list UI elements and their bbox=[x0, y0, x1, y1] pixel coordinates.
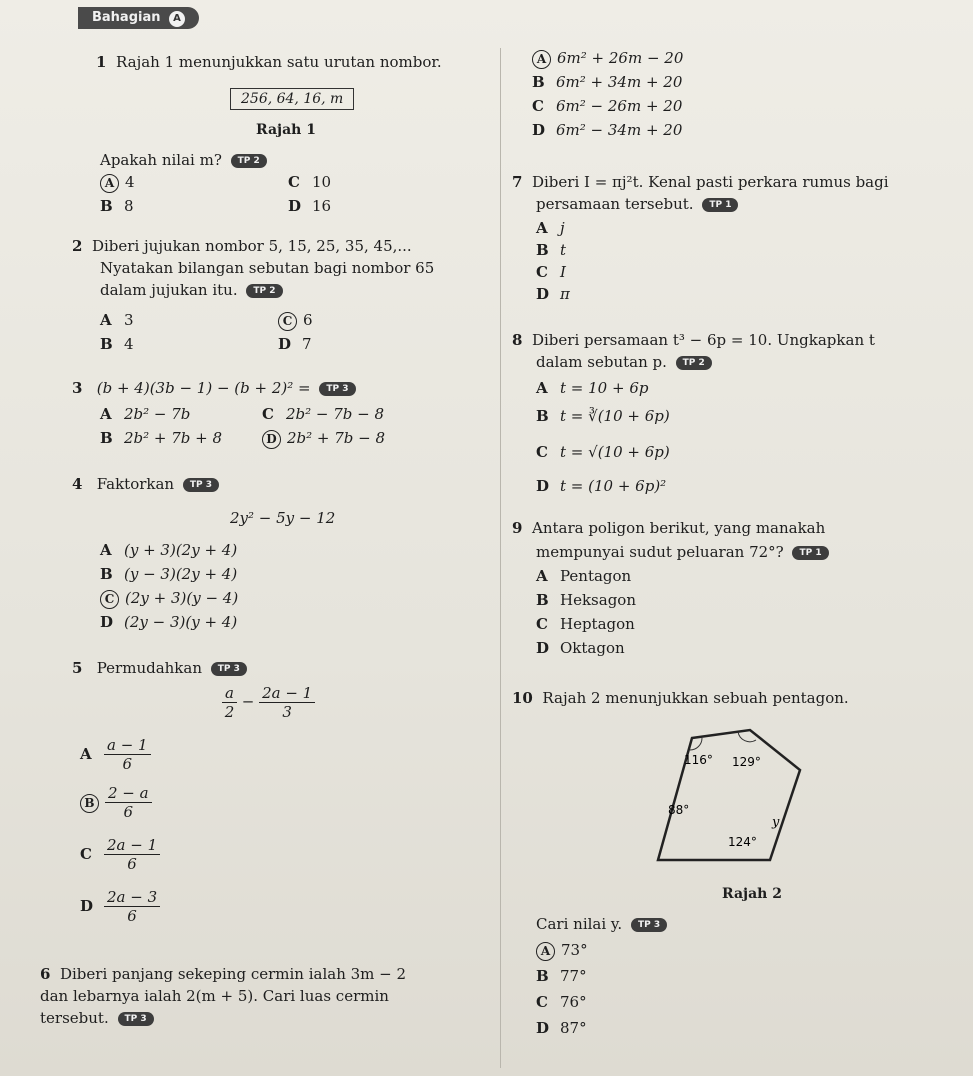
option-b[interactable] bbox=[536, 966, 587, 986]
option-b[interactable] bbox=[536, 590, 636, 610]
question-text-line bbox=[100, 280, 283, 300]
question-text-line bbox=[536, 194, 738, 214]
numerator: 2a − 3 bbox=[104, 888, 160, 907]
denominator: 6 bbox=[122, 755, 133, 773]
angle-label: 88° bbox=[668, 803, 690, 817]
option-b[interactable] bbox=[532, 72, 682, 92]
question-7 bbox=[512, 172, 889, 192]
fraction bbox=[259, 684, 315, 721]
option-text: 6 bbox=[303, 311, 313, 329]
option-letter: D bbox=[80, 896, 94, 915]
denominator: 6 bbox=[127, 855, 137, 873]
question-number: 9 bbox=[512, 519, 523, 537]
question-text: Cari nilai y. bbox=[536, 915, 623, 933]
option-text: 4 bbox=[125, 173, 135, 191]
option-letter: A bbox=[536, 219, 548, 237]
option-letter: D bbox=[278, 335, 292, 353]
question-text: Permudahkan bbox=[96, 659, 202, 677]
option-letter: C bbox=[536, 615, 548, 633]
option-letter: C bbox=[536, 263, 548, 281]
option-b[interactable] bbox=[536, 240, 566, 260]
question-3 bbox=[72, 378, 356, 398]
question-expression: (b + 4)(3b − 1) − (b + 2)² = bbox=[96, 379, 311, 397]
factor-expression: 2y² − 5y − 12 bbox=[230, 509, 336, 527]
option-a[interactable] bbox=[100, 172, 135, 193]
option-text: π bbox=[560, 285, 570, 303]
denominator: 3 bbox=[282, 703, 292, 721]
sequence-text: 256, 64, 16, m bbox=[241, 91, 344, 107]
numerator: 2a − 1 bbox=[104, 836, 160, 855]
tp-badge: TP 1 bbox=[792, 546, 828, 560]
option-d[interactable] bbox=[288, 196, 331, 216]
option-b[interactable] bbox=[536, 406, 670, 426]
option-text: (y + 3)(2y + 4) bbox=[124, 541, 238, 559]
option-text: 4 bbox=[124, 335, 134, 353]
option-a[interactable] bbox=[100, 540, 237, 560]
question-text: Diberi persamaan t³ − 6p = 10. Ungkapkan t bbox=[531, 331, 875, 349]
option-text: (2y − 3)(y + 4) bbox=[124, 613, 238, 631]
option-c[interactable] bbox=[80, 836, 160, 873]
question-text: Diberi I = πj²t. Kenal pasti perkara rumus bagi bbox=[531, 173, 889, 191]
option-text: 6m² − 34m + 20 bbox=[556, 121, 683, 139]
column-divider bbox=[500, 48, 501, 1068]
fraction bbox=[105, 784, 152, 821]
option-text: Heksagon bbox=[560, 591, 636, 609]
pentagon-diagram bbox=[650, 720, 830, 880]
option-d[interactable] bbox=[536, 1018, 587, 1038]
option-letter: A bbox=[80, 744, 92, 763]
question-number: 8 bbox=[512, 331, 523, 349]
option-d[interactable] bbox=[536, 284, 570, 304]
option-d[interactable] bbox=[100, 612, 237, 632]
denominator: 6 bbox=[123, 803, 134, 821]
question-text-line bbox=[536, 352, 712, 372]
option-letter-circled: A bbox=[536, 942, 555, 961]
option-letter-circled: D bbox=[262, 430, 281, 449]
option-text: 8 bbox=[124, 197, 134, 215]
question-text: tersebut. bbox=[40, 1009, 109, 1027]
question-8 bbox=[512, 330, 875, 350]
option-text: 73° bbox=[561, 941, 588, 959]
question-number: 6 bbox=[40, 965, 51, 983]
option-c[interactable] bbox=[288, 172, 331, 192]
tp-badge: TP 3 bbox=[118, 1012, 154, 1026]
option-text: 3 bbox=[124, 311, 134, 329]
option-c[interactable] bbox=[278, 310, 313, 331]
question-text: Diberi panjang sekeping cermin ialah 3m − 2 bbox=[59, 965, 407, 983]
question-prompt bbox=[536, 914, 667, 934]
figure-caption: Rajah 2 bbox=[722, 886, 782, 902]
option-letter: C bbox=[262, 405, 274, 423]
option-d[interactable] bbox=[80, 888, 160, 925]
question-9 bbox=[512, 518, 825, 538]
option-letter: D bbox=[532, 121, 546, 139]
option-text: t = √(10 + 6p) bbox=[560, 443, 670, 461]
question-number: 7 bbox=[512, 173, 523, 191]
option-text: 2b² − 7b bbox=[124, 405, 191, 423]
question-prompt bbox=[100, 150, 267, 170]
option-text: t = 10 + 6p bbox=[560, 379, 649, 397]
option-letter-circled: C bbox=[100, 590, 119, 609]
option-text: 2b² − 7b − 8 bbox=[286, 405, 385, 423]
angle-label-y: y bbox=[772, 815, 780, 830]
option-letter: D bbox=[536, 477, 550, 495]
question-text: Diberi jujukan nombor 5, 15, 25, 35, 45,... bbox=[91, 237, 412, 255]
option-letter-circled: A bbox=[532, 50, 551, 69]
option-letter: A bbox=[100, 311, 112, 329]
figure-caption: Rajah 1 bbox=[256, 122, 316, 138]
option-text: 7 bbox=[302, 335, 312, 353]
option-letter: D bbox=[100, 613, 114, 631]
option-a[interactable] bbox=[100, 310, 134, 330]
option-a[interactable] bbox=[536, 218, 565, 238]
option-text: Oktagon bbox=[560, 639, 625, 657]
tp-badge: TP 1 bbox=[702, 198, 738, 212]
question-text: Apakah nilai m? bbox=[100, 151, 222, 169]
option-d[interactable] bbox=[536, 638, 625, 658]
option-c[interactable] bbox=[532, 96, 682, 116]
option-text: 6m² − 26m + 20 bbox=[556, 97, 683, 115]
option-text: Heptagon bbox=[560, 615, 635, 633]
option-text: j bbox=[560, 219, 565, 237]
option-a[interactable] bbox=[536, 940, 588, 961]
option-letter: B bbox=[536, 591, 549, 609]
option-letter: A bbox=[100, 405, 112, 423]
question-text-line: Nyatakan bilangan sebutan bagi nombor 65 bbox=[100, 259, 435, 277]
option-letter: B bbox=[536, 967, 549, 985]
option-c[interactable] bbox=[262, 404, 384, 424]
question-1 bbox=[96, 52, 442, 72]
question-6 bbox=[40, 964, 406, 984]
option-text: 6m² + 34m + 20 bbox=[556, 73, 683, 91]
option-text: 87° bbox=[560, 1019, 587, 1037]
denominator: 2 bbox=[224, 703, 235, 721]
option-letter: C bbox=[80, 844, 92, 863]
tp-badge: TP 3 bbox=[211, 662, 247, 676]
option-text: 76° bbox=[560, 993, 587, 1011]
numerator: 2 − a bbox=[105, 784, 152, 803]
question-text: mempunyai sudut peluaran 72°? bbox=[536, 543, 784, 561]
option-a[interactable] bbox=[536, 566, 631, 586]
option-letter: B bbox=[100, 197, 113, 215]
option-letter: D bbox=[288, 197, 302, 215]
tp-badge: TP 3 bbox=[631, 918, 667, 932]
section-title: Bahagian bbox=[92, 10, 161, 25]
option-letter: C bbox=[288, 173, 300, 191]
angle-label: 129° bbox=[732, 755, 761, 769]
option-a[interactable] bbox=[532, 48, 683, 69]
denominator: 6 bbox=[127, 907, 137, 925]
numerator: a − 1 bbox=[104, 736, 151, 755]
option-d[interactable] bbox=[278, 334, 312, 354]
fraction bbox=[104, 888, 160, 925]
option-letter: B bbox=[536, 241, 549, 259]
option-letter: B bbox=[100, 565, 113, 583]
numerator: a bbox=[222, 684, 237, 703]
option-c[interactable] bbox=[536, 614, 635, 634]
tp-badge: TP 3 bbox=[183, 478, 219, 492]
option-letter-circled: B bbox=[80, 794, 99, 813]
option-text: Pentagon bbox=[560, 567, 632, 585]
option-text: 77° bbox=[560, 967, 587, 985]
option-letter-circled: A bbox=[100, 174, 119, 193]
fraction bbox=[104, 836, 160, 873]
section-header bbox=[78, 7, 199, 29]
option-letter: D bbox=[536, 285, 550, 303]
tp-badge: TP 2 bbox=[246, 284, 282, 298]
question-number: 3 bbox=[72, 379, 83, 397]
option-letter: A bbox=[536, 567, 548, 585]
option-d[interactable] bbox=[262, 428, 385, 449]
tp-badge: TP 3 bbox=[319, 382, 355, 396]
option-text: 2b² + 7b + 8 bbox=[124, 429, 223, 447]
question-2 bbox=[72, 236, 412, 256]
option-text: (y − 3)(2y + 4) bbox=[124, 565, 238, 583]
angle-label: 124° bbox=[728, 835, 757, 849]
option-letter: B bbox=[100, 335, 113, 353]
option-letter: B bbox=[100, 429, 113, 447]
simplify-expression bbox=[222, 684, 315, 721]
option-text: t = ∛(10 + 6p) bbox=[560, 407, 670, 425]
question-text: Faktorkan bbox=[96, 475, 175, 493]
option-text: t = (10 + 6p)² bbox=[560, 477, 667, 495]
option-letter: A bbox=[536, 379, 548, 397]
question-text: dalam sebutan p. bbox=[536, 353, 667, 371]
question-text-line bbox=[536, 542, 829, 562]
question-5 bbox=[72, 658, 247, 678]
question-text: dalam jujukan itu. bbox=[100, 281, 238, 299]
option-a[interactable] bbox=[100, 404, 190, 424]
question-text: Antara poligon berikut, yang manakah bbox=[531, 519, 826, 537]
question-number: 10 bbox=[512, 689, 533, 707]
question-text: Rajah 2 menunjukkan sebuah pentagon. bbox=[542, 689, 849, 707]
option-text: I bbox=[560, 263, 566, 281]
fraction bbox=[104, 736, 151, 773]
question-text: Rajah 1 menunjukkan satu urutan nombor. bbox=[115, 53, 442, 71]
option-letter-circled: C bbox=[278, 312, 297, 331]
option-b[interactable] bbox=[80, 784, 152, 821]
question-number: 2 bbox=[72, 237, 83, 255]
option-text: 2b² + 7b − 8 bbox=[287, 429, 386, 447]
option-d[interactable] bbox=[532, 120, 682, 140]
option-c[interactable] bbox=[536, 992, 587, 1012]
option-c[interactable] bbox=[100, 588, 238, 609]
option-b[interactable] bbox=[100, 334, 134, 354]
option-b[interactable] bbox=[100, 564, 237, 584]
option-text: 10 bbox=[312, 173, 332, 191]
tp-badge: TP 2 bbox=[676, 356, 712, 370]
option-text: 16 bbox=[312, 197, 332, 215]
option-letter: D bbox=[536, 639, 550, 657]
tp-badge: TP 2 bbox=[231, 154, 267, 168]
option-letter: C bbox=[536, 993, 548, 1011]
option-c[interactable] bbox=[536, 262, 566, 282]
question-text-line: dan lebarnya ialah 2(m + 5). Cari luas cermin bbox=[40, 987, 389, 1005]
option-text: t bbox=[560, 241, 567, 259]
angle-label: 116° bbox=[684, 753, 713, 767]
question-number: 4 bbox=[72, 475, 83, 493]
sequence-box bbox=[230, 88, 354, 110]
question-10 bbox=[512, 688, 849, 708]
question-number: 1 bbox=[96, 53, 107, 71]
option-b[interactable] bbox=[100, 196, 134, 216]
option-letter: B bbox=[536, 407, 549, 425]
option-b[interactable] bbox=[100, 428, 222, 448]
question-4 bbox=[72, 474, 219, 494]
fraction bbox=[222, 684, 237, 721]
option-a[interactable] bbox=[80, 736, 151, 773]
minus-sign: − bbox=[241, 692, 255, 711]
option-letter: B bbox=[532, 73, 545, 91]
option-letter: C bbox=[536, 443, 548, 461]
section-letter: A bbox=[169, 11, 185, 27]
numerator: 2a − 1 bbox=[259, 684, 315, 703]
option-text: (2y + 3)(y − 4) bbox=[125, 589, 239, 607]
option-a[interactable] bbox=[536, 378, 648, 398]
option-letter: A bbox=[100, 541, 112, 559]
option-d[interactable] bbox=[536, 476, 666, 496]
option-letter: C bbox=[532, 97, 544, 115]
question-text: persamaan tersebut. bbox=[536, 195, 694, 213]
question-number: 5 bbox=[72, 659, 83, 677]
option-letter: D bbox=[536, 1019, 550, 1037]
option-c[interactable] bbox=[536, 442, 670, 462]
option-text: 6m² + 26m − 20 bbox=[557, 49, 684, 67]
question-text-line bbox=[40, 1008, 154, 1028]
